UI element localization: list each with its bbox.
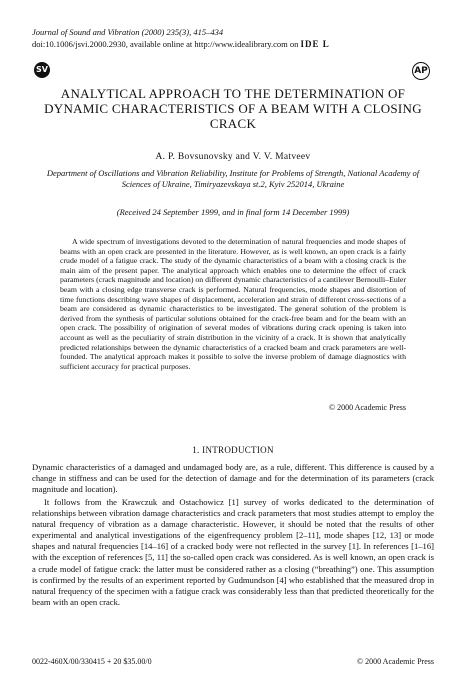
author-affiliation: Department of Oscillations and Vibration Reliability, Institute for Problems of Strength, National Academy of Sciences of Ukraine, Timiryazevskaya st.2, Kyiv 252014, Ukraine	[46, 168, 420, 189]
publisher-logo-right: AP	[412, 62, 430, 80]
footer-code: 0022-460X/00/330415 + 20 $35.00/0	[32, 657, 152, 666]
abstract-copyright: © 2000 Academic Press	[329, 403, 406, 412]
ideal-logo: IDE L	[300, 39, 330, 49]
abstract-text: A wide spectrum of investigations devoted to the determination of natural frequencies and mode shapes of beams with an open crack are presented in the literature. However, as is well known, an open crack is a fairly crude model of a fatigue crack. The study of the dynamic characteristics of a beam with a closing crack is the main aim of the present paper. The analytical approach which enables one to determine the effect of crack parameters (crack magnitude and location) on different dynamic characteristics of a cantilever Bernoulli–Euler beam with a closing edge transverse crack is performed. Natural frequencies, mode shapes and distortion of time functions describing wave shapes of displacement, acceleration and strain of different cross-sections of a beam are considered as dynamic characteristics to be investigated. The general solution of the problem is derived from the synthesis of particular solutions obtained for the crack-free beam and for the beam with an open crack. The possibility of origination of several modes of vibrations during crack opening is taken into account as well as the peculiarity of strain distribution in the vicinity of a crack. It is shown that analytically predicted relationships between the dynamic characteristics of a cracked beam and crack parameters are well-founded. The analytical approach makes it possible to solve the inverse problem of damage diagnostics with sufficient accuracy for practical purposes.	[60, 237, 406, 371]
article-title: ANALYTICAL APPROACH TO THE DETERMINATION OF DYNAMIC CHARACTERISTICS OF A BEAM WITH A CLOSING CRACK	[44, 86, 422, 131]
doi-text: doi:10.1006/jsvi.2000.2930, available online at http://www.idealibrary.com on	[32, 39, 299, 49]
received-dates: (Received 24 September 1999, and in final form 14 December 1999)	[116, 207, 350, 217]
doi-line	[32, 39, 330, 49]
article-authors: A. P. Bovsunovsky and V. V. Matveev	[155, 152, 311, 162]
footer-copyright: © 2000 Academic Press	[357, 657, 434, 666]
publisher-logo-left: SV	[34, 62, 50, 78]
journal-citation: Journal of Sound and Vibration (2000) 235(3), 415–434	[32, 27, 224, 37]
intro-paragraph-1: Dynamic characteristics of a damaged and undamaged body are, as a rule, different. This difference is caused by a change in stiffness and can be used for the detection of damage and for the determination of its parameters (crack magnitude and location).	[32, 462, 434, 495]
section-heading: 1. INTRODUCTION	[192, 445, 274, 455]
intro-paragraph-2: It follows from the Krawczuk and Ostachowicz [1] survey of works dedicated to the determination of relationships between vibration damage characteristics and crack parameters that most studies attempt to employ the natural frequency of vibration as a damage characteristic. However, it should be noted that the results of other experimental and analytical investigations of the eigenfrequency problem [2–11], mode shapes [12, 13] or mode shapes and natural frequencies [14–16] of a cracked body were not reflected in the survey [1]. In references [1–16] with the exception of references [5, 11] the so-called open crack was considered. As is well known, an open crack is a crude model of fatigue crack: the latter must be considered rather as a closing (“breathing”) one. This assumption is confirmed by the results of an experiment reported by Gudmundson [4] who established that the measured drop in natural frequency of the specimen with a fatigue crack was considerably less than that predicted theoretically for the beam with an open crack.	[32, 497, 434, 607]
